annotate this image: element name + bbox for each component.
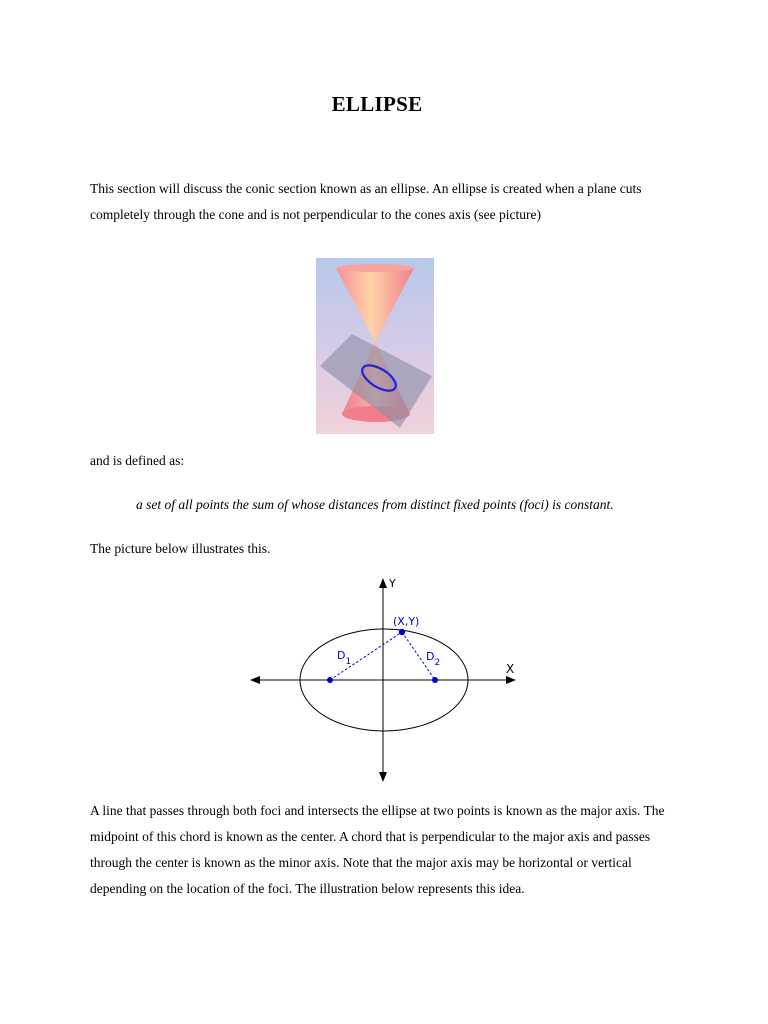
intro-paragraph: This section will discuss the conic section known as an ellipse. An ellipse is created when a plane cuts completely through the cone and is not perpendicular to the cones axis (see picture): [90, 181, 642, 222]
x-axis-left-arrow: [250, 676, 260, 684]
cone-section-figure: [316, 258, 434, 434]
d1-label: [337, 649, 351, 667]
page-title: ELLIPSE: [331, 92, 423, 116]
point-label: (X,Y): [393, 615, 420, 628]
major-axis-paragraph: A line that passes through both foci and intersects the ellipse at two points is known as the major axis. The midpoint of this chord is known as the center. A chord that is perpendicular to the major axis and passes through the center is known as the minor axis. Note that the major axis may be horizontal or vertical depending on the location of the foci. The illustration below represents this idea.: [90, 803, 665, 896]
picture-intro-text: The picture below illustrates this.: [90, 541, 271, 556]
y-axis-up-arrow: [379, 578, 387, 588]
focus-1-point: [327, 677, 333, 683]
ellipse-diagram: [248, 572, 524, 784]
d1-letter: D: [337, 649, 346, 662]
y-axis-down-arrow: [379, 772, 387, 782]
d1-subscript: 1: [345, 657, 352, 667]
focus-2-point: [432, 677, 438, 683]
ellipse-point: [399, 629, 405, 635]
d2-subscript: 2: [434, 658, 441, 668]
y-axis-label: Y: [389, 577, 396, 590]
d2-letter: D: [426, 650, 435, 663]
definition-text: a set of all points the sum of whose distances from distinct fixed points (foci) is constant.: [136, 497, 614, 512]
defined-as-text: and is defined as:: [90, 453, 185, 468]
x-axis-right-arrow: [506, 676, 516, 684]
x-axis-label: X: [506, 662, 515, 676]
d2-label: [426, 650, 440, 668]
